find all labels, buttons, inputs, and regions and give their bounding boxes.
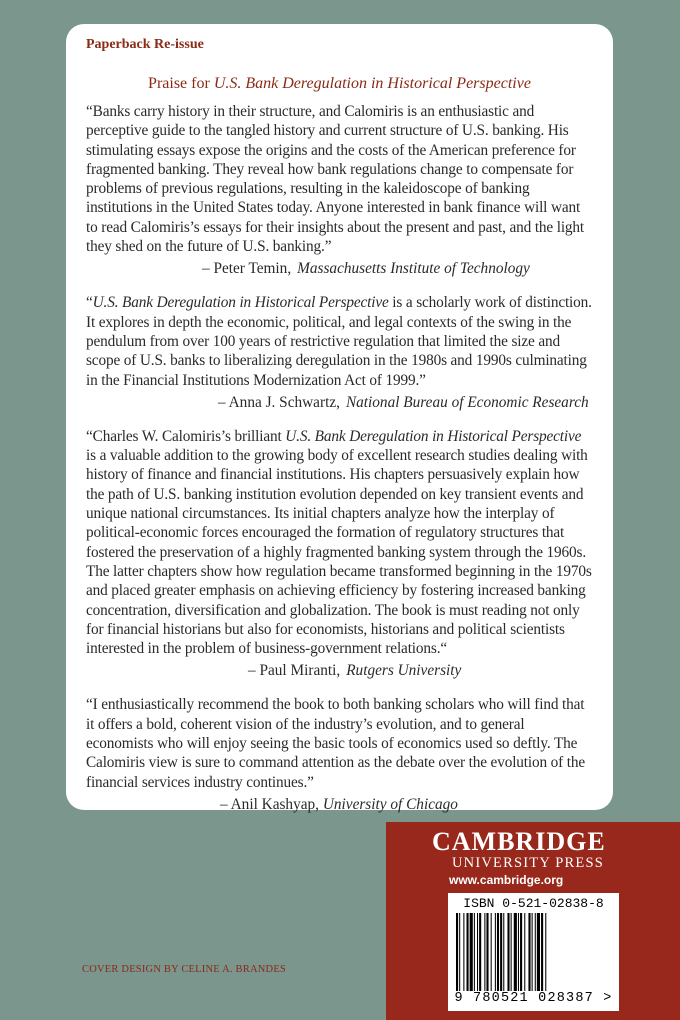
review-quote-4: “I enthusiastically recommend the book to both banking scholars who will find that it offers a bold, coherent vision of the industry’s evolution, and to general economists who will enjoy seeing the basic tools of economics used so deftly. The Calomiris view is sure to command attention as the debate over the evolution of the financial services industry continues.” (86, 696, 586, 791)
publisher-name: CAMBRIDGE (432, 827, 606, 856)
review-quote-1: “Banks carry history in their structure, and Calomiris is an enthusiastic and perceptive guide to the tangled history and current structure of U.S. banking. His stimulating essays expose the origins and the costs of the American preference for fragmented banking. They reveal how bank regulations change to compensate for problems of previous regulations, resulting in the kaleidoscope of banking institutions in the United States today. Anyone interested in bank finance will want to read Calomiris’s essays for their insights about the present and past, and the light they shed on the future of U.S. banking.” (86, 103, 585, 256)
publisher-block (386, 822, 680, 1020)
barcode-box (448, 893, 619, 1011)
praise-prefix: Praise for (148, 75, 214, 92)
review-attribution-3 (86, 661, 593, 681)
quote-body: is a scholarly work of distinction. It explores in depth the economic, political, and legal contexts of the swing in the pendulum from over 100 years of restrictive regulation that limited the size and scope of U.S. banks to liberalizing deregulation in the 1980s and 1990s culminating in the Financial Institutions Modernization Act of 1999.” (86, 294, 592, 389)
review-affiliation: University of Chicago (322, 795, 458, 813)
review-author: – Anna J. Schwartz, (218, 393, 340, 411)
review-attribution-4 (86, 795, 593, 815)
book-title: U.S. Bank Deregulation in Historical Perspective (213, 75, 531, 92)
review-affiliation: Rutgers University (346, 662, 462, 680)
review-quote-3 (86, 427, 593, 659)
barcode-icon (456, 913, 611, 991)
review-author: – Peter Temin, (202, 260, 292, 278)
review-author: – Paul Miranti, (248, 662, 341, 680)
review-affiliation: National Bureau of Economic Research (345, 393, 589, 411)
isbn-text: ISBN 0-521-02838-8 (463, 896, 604, 911)
quote-book-title: U.S. Bank Deregulation in Historical Perspective (285, 427, 582, 445)
barcode-digits: 9 780521 028387 > (454, 991, 613, 1006)
cover-credit: COVER DESIGN BY CELINE A. BRANDES (82, 964, 286, 975)
review-attribution-2 (86, 393, 593, 413)
praise-panel (66, 24, 613, 813)
quote-open: “Charles W. Calomiris’s brilliant (86, 427, 286, 445)
praise-heading (86, 75, 593, 93)
publisher-press: UNIVERSITY PRESS (452, 855, 605, 871)
quote-body: is a valuable addition to the growing body of excellent research studies dealing with history of finance and financial institutions. His chapters persuasively explain how the path of U.S. banking institution evolution depended on key transient events and unique national circumstances. Its initial chapters analyze how the interplay of political-economic forces encouraged the formation of regulatory structures that fostered the preservation of a highly fragmented banking system through the 1960s. The latter chapters show how regulation became transformed beginning in the 1970s and placed greater emphasis on achieving efficiency by fostering increased banking concentration, diversification and globalization. The book is must reading not only for financial historians but also for economists, historians and political scientists interested in the problem of business-government relations.“ (86, 447, 592, 658)
review-quote-2 (86, 293, 593, 389)
review-author: – Anil Kashyap, (220, 795, 319, 813)
edition-tag: Paperback Re-issue (86, 37, 204, 52)
quote-open: “ (86, 294, 93, 312)
quote-book-title: U.S. Bank Deregulation in Historical Perspective (92, 294, 389, 312)
publisher-url[interactable]: www.cambridge.org (449, 873, 564, 887)
review-affiliation: Massachusetts Institute of Technology (297, 260, 530, 278)
review-attribution-1 (86, 259, 593, 279)
